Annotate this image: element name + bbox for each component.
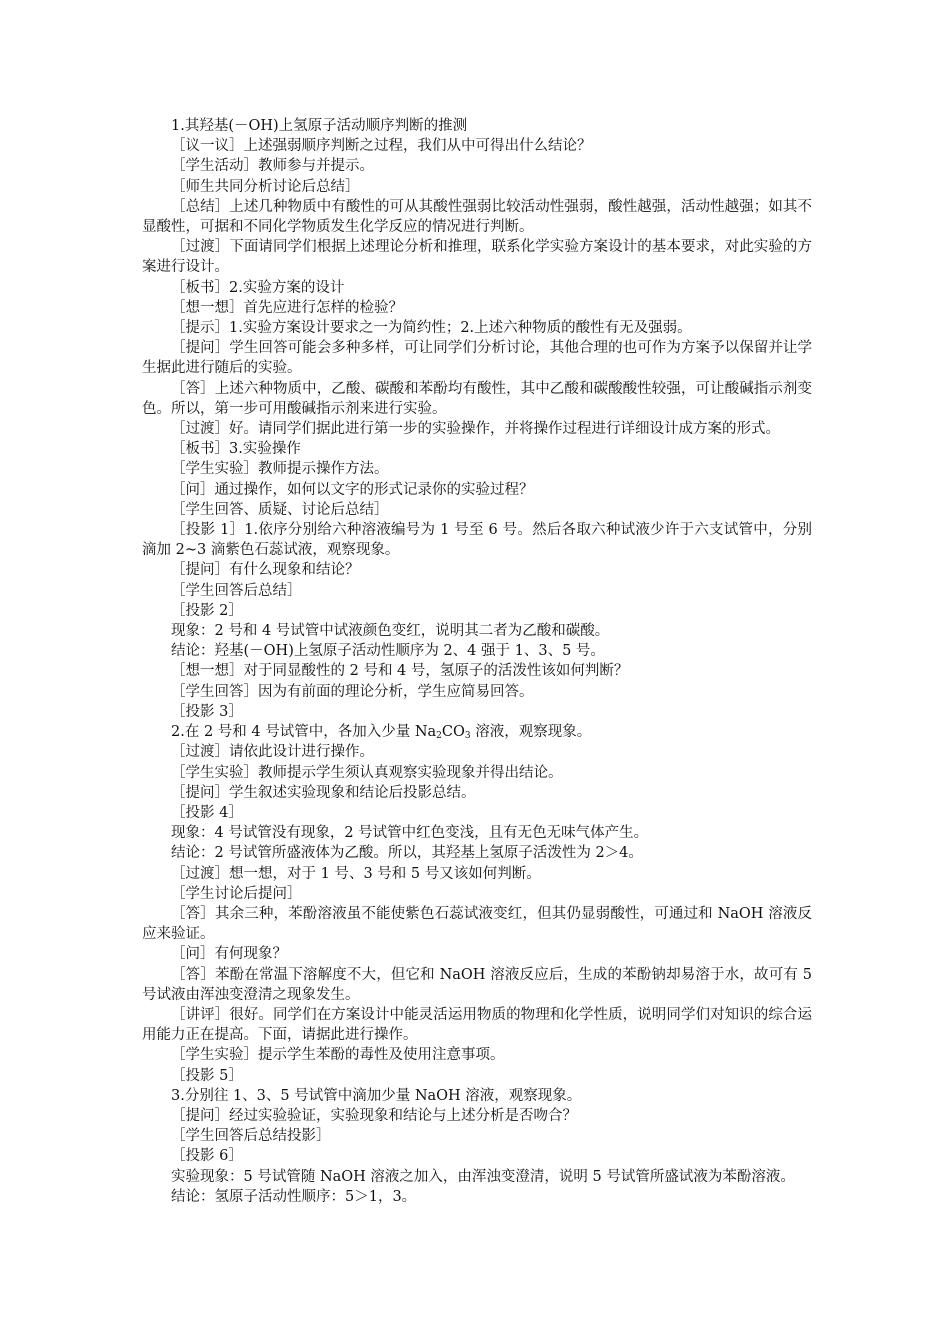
paragraph: ［投影 1］1.依序分别给六种溶液编号为 1 号至 6 号。然后各取六种试液少许于六支试管中，分别滴加 2~3 滴紫色石蕊试液，观察现象。	[142, 522, 812, 559]
paragraph: ［讲评］很好。同学们在方案设计中能灵活运用物质的物理和化学性质，说明同学们对知识的综合运用能力正在提高。下面，请据此进行操作。	[142, 1006, 812, 1044]
paragraph: ［问］通过操作，如何以文字的形式记录你的实验过程？	[171, 481, 534, 498]
paragraph: ［学生讨论后提问］	[171, 885, 302, 902]
paragraph: ［学生回答后总结］	[171, 582, 302, 599]
paragraph: ［板书］2.实验方案的设计	[171, 279, 345, 296]
paragraph: ［投影 5］	[171, 1067, 243, 1084]
paragraph: ［投影 4］	[171, 804, 243, 821]
paragraph: 现象：4 号试管没有现象，2 号试管中红色变浅，且有无色无味气体产生。	[171, 825, 649, 842]
paragraph: ［学生活动］教师参与并提示。	[171, 158, 374, 175]
paragraph: ［过渡］请依此设计进行操作。	[171, 744, 374, 761]
paragraph: ［过渡］下面请同学们根据上述理论分析和推理，联系化学实验方案设计的基本要求，对此实验的方案进行设计。	[142, 239, 812, 276]
paragraph: 结论：氢原子活动性顺序：5＞1，3。	[171, 1188, 417, 1205]
paragraph-formula: 2.在 2 号和 4 号试管中，各加入少量 $Na_2CO_3$ 溶液，观察现象。	[171, 724, 592, 742]
section-heading: 1.其羟基(－OH)上氢原子活动顺序判断的推测	[171, 118, 468, 134]
paragraph: ［问］有何现象？	[171, 946, 287, 963]
paragraph: ［投影 6］	[171, 1148, 243, 1165]
paragraph: ［答］其余三种，苯酚溶液虽不能使紫色石蕊试液变红，但其仍显弱酸性，可通过和 NaOH 溶液反应来验证。	[142, 905, 812, 943]
paragraph: ［学生回答后总结投影］	[171, 1128, 331, 1145]
paragraph: 现象：2 号和 4 号试管中试液颜色变红，说明其二者为乙酸和碳酸。	[171, 623, 610, 640]
paragraph: ［投影 2］	[171, 602, 243, 619]
paragraph: ［学生回答］因为有前面的理论分析，学生应简易回答。	[171, 683, 534, 700]
paragraph: 实验现象：5 号试管随 NaOH 溶液之加入，由浑浊变澄清，说明 5 号试管所盛试液为苯酚溶液。	[171, 1168, 795, 1185]
paragraph: ［学生实验］提示学生苯酚的毒性及使用注意事项。	[171, 1047, 505, 1064]
paragraph: 结论：2 号试管所盛液体为乙酸。所以，其羟基上氢原子活泼性为 2＞4。	[171, 845, 643, 862]
paragraph: ［总结］上述几种物质中有酸性的可从其酸性强弱比较活动性强弱，酸性越强，活动性越强；如其不显酸性，可据和不同化学物质发生化学反应的情况进行判断。	[142, 198, 812, 236]
paragraph: ［学生回答、质疑、讨论后总结］	[171, 501, 389, 518]
paragraph: 3.分别往 1、3、5 号试管中滴加少量 NaOH 溶液，观察现象。	[171, 1087, 582, 1104]
paragraph: ［提问］经过实验验证，实验现象和结论与上述分析是否吻合？	[171, 1107, 577, 1124]
paragraph: ［想一想］对于同显酸性的 2 号和 4 号，氢原子的活泼性该如何判断？	[171, 663, 629, 680]
paragraph: ［提问］有什么现象和结论？	[171, 562, 360, 579]
paragraph: 结论：羟基(－OH)上氢原子活动性顺序为 2、4 强于 1、3、5 号。	[171, 643, 605, 660]
paragraph: ［板书］3.实验操作	[171, 441, 301, 458]
paragraph: ［师生共同分析讨论后总结］	[171, 178, 360, 195]
paragraph: ［学生实验］教师提示操作方法。	[171, 461, 389, 478]
paragraph: ［议一议］上述强弱顺序判断之过程，我们从中可得出什么结论？	[171, 138, 592, 155]
paragraph: ［提示］1.实验方案设计要求之一为简约性；2.上述六种物质的酸性有无及强弱。	[171, 320, 692, 337]
paragraph: ［学生实验］教师提示学生须认真观察实验现象并得出结论。	[171, 764, 563, 781]
paragraph: ［过渡］想一想，对于 1 号、3 号和 5 号又该如何判断。	[171, 865, 541, 882]
paragraph: ［答］苯酚在常温下溶解度不大，但它和 NaOH 溶液反应后，生成的苯酚钠却易溶于水，故可有 5 号试液由浑浊变澄清之现象发生。	[142, 966, 812, 1003]
paragraph: ［提问］学生叙述实验现象和结论后投影总结。	[171, 784, 476, 801]
paragraph: ［投影 3］	[171, 703, 243, 720]
document-body	[142, 116, 812, 1207]
paragraph: ［想一想］首先应进行怎样的检验？	[171, 299, 403, 316]
paragraph: ［提问］学生回答可能会多种多样，可让同学们分析讨论，其他合理的也可作为方案予以保留并让学生据此进行随后的实验。	[142, 340, 812, 377]
paragraph: ［答］上述六种物质中，乙酸、碳酸和苯酚均有酸性，其中乙酸和碳酸酸性较强，可让酸碱指示剂变色。所以，第一步可用酸碱指示剂来进行实验。	[142, 380, 812, 417]
paragraph: ［过渡］好。请同学们据此进行第一步的实验操作，并将操作过程进行详细设计成方案的形式。	[171, 421, 780, 438]
